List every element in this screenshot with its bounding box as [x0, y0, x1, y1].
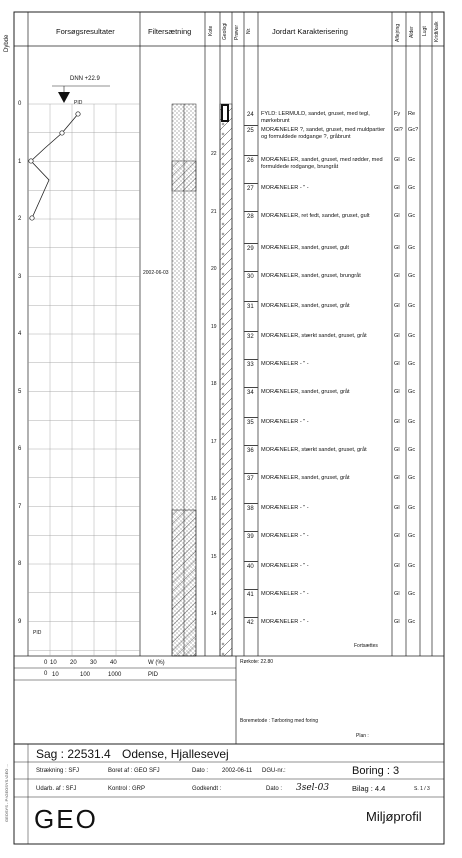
- depth-tick-label: 4: [18, 331, 22, 337]
- kote-tick-label: 20: [211, 266, 217, 272]
- roerkote: Rørkote: 22.80: [240, 659, 274, 665]
- layer-nr: 30: [247, 274, 254, 280]
- layer-nr: 32: [247, 334, 254, 340]
- layer-divider: [244, 211, 258, 212]
- layer-aflejring: Gl: [394, 563, 400, 569]
- layer-divider: [244, 331, 258, 332]
- scale-w-zero: 0: [44, 660, 48, 666]
- layer-divider: [244, 243, 258, 244]
- header-proever: Prøver: [234, 25, 240, 40]
- layer-nr: 42: [247, 620, 254, 626]
- kote-tick-label: 22: [211, 151, 217, 157]
- header-kote: Kote: [208, 25, 214, 36]
- depth-tick-label: 9: [18, 618, 22, 625]
- scale-w-tick: 10: [50, 660, 57, 666]
- layer-nr: 31: [247, 304, 254, 310]
- scale-pid-tick: 1000: [108, 672, 122, 678]
- side-text: GEOSYS - P:\GEOSYS.\GEO ...: [4, 764, 9, 822]
- header-alder: Alder: [409, 26, 415, 38]
- layer-divider: [244, 531, 258, 532]
- scale-w-label: W (%): [148, 660, 165, 666]
- layer-nr: 36: [247, 448, 254, 454]
- footer-signature: 3sel-03: [296, 783, 330, 793]
- header-dybde: Dybde: [4, 34, 10, 52]
- layer-aflejring: Gl: [394, 619, 400, 625]
- layer-description: MORÆNELER - " -: [261, 419, 309, 425]
- layer-aflejring: Gl: [394, 591, 400, 597]
- layer-nr: 26: [247, 158, 254, 164]
- layer-description: MORÆNELER, ret fedt, sandet, gruset, gult: [261, 213, 370, 219]
- footer-dato: 2002-06-11: [222, 768, 253, 774]
- scale-w-tick: 30: [90, 660, 97, 666]
- layer-divider: [244, 387, 258, 388]
- header-lugt: Lugt: [422, 26, 428, 36]
- scale-pid-tick: 10: [52, 672, 59, 678]
- depth-tick-label: 8: [18, 561, 22, 567]
- layer-divider: [244, 417, 258, 418]
- layer-aflejring: Gl: [394, 213, 400, 219]
- layer-nr: 33: [247, 362, 254, 368]
- scale-pid-label: PID: [148, 672, 159, 678]
- layer-alder: Gc: [408, 591, 416, 597]
- layer-alder: Gc: [408, 303, 416, 309]
- layer-divider: [244, 125, 258, 126]
- footer-dgu: DGU-nr.:: [262, 768, 286, 774]
- header-nr: Nr.: [246, 27, 252, 34]
- kote-tick-label: 19: [211, 323, 217, 330]
- layer-description: MORÆNELER - " -: [261, 361, 309, 367]
- kote-tick-label: 18: [211, 381, 217, 387]
- layer-description: MORÆNELER, sandet, gruset, gråt: [261, 389, 350, 395]
- footer-kontrol: Kontrol : GRP: [108, 786, 146, 792]
- footer-bilag: Bilag : 4.4: [352, 784, 386, 793]
- pid-top-label: PID: [74, 100, 83, 106]
- layer-description: MORÆNELER, sandet, gruset, gult: [261, 245, 349, 251]
- layer-description: FYLD: LERMULD, sandet, gruset, med tegl, mørkebrunt: [261, 111, 370, 124]
- layer-aflejring: Gl: [394, 185, 400, 191]
- header-forsoeg: Forsøgsresultater: [56, 27, 115, 36]
- layer-alder: Gc: [408, 419, 416, 425]
- pid-bottom-label: PID: [33, 630, 42, 636]
- layer-description: MORÆNELER, sandet, gruset, brungråt: [261, 273, 361, 279]
- layer-nr: 39: [247, 534, 254, 540]
- depth-tick-label: 3: [18, 273, 22, 280]
- dnn-label: DNN +22.9: [70, 76, 100, 82]
- layer-nr: 38: [247, 506, 254, 512]
- footer-udarb: Udarb. af : SFJ: [36, 786, 77, 792]
- layer-divider: [244, 301, 258, 302]
- depth-tick-label: 7: [18, 503, 22, 510]
- header-jordart: Jordart Karakterisering: [272, 27, 348, 36]
- layer-aflejring: Fy: [394, 111, 401, 117]
- layer-aflejring: Gl?: [394, 127, 403, 133]
- layer-nr: 24: [247, 112, 254, 118]
- filter-date: 2002-06-03: [143, 270, 169, 276]
- layer-alder: Gc: [408, 245, 416, 251]
- plan-label: Plan :: [356, 733, 369, 739]
- depth-tick-label: 0: [18, 101, 22, 107]
- layer-divider: [244, 589, 258, 590]
- layer-alder: Gc: [408, 475, 416, 481]
- layer-aflejring: Gl: [394, 533, 400, 539]
- header-aflejring: Aflejring: [395, 23, 401, 42]
- layer-description: MORÆNELER - " -: [261, 505, 309, 511]
- layer-divider: [244, 183, 258, 184]
- layer-aflejring: Gl: [394, 419, 400, 425]
- layer-description: MORÆNELER, stærkt sandet, gruset, gråt: [261, 447, 367, 453]
- layer-nr: 28: [247, 214, 254, 220]
- layer-alder: Gc: [408, 273, 416, 279]
- layer-nr: 34: [247, 390, 254, 396]
- footer-page: S. 1 / 3: [414, 786, 430, 792]
- layer-aflejring: Gl: [394, 273, 400, 279]
- footer-boring: Boring : 3: [352, 765, 400, 777]
- layer-nr: 27: [247, 186, 254, 192]
- scale-w-tick: 40: [110, 660, 117, 666]
- layer-divider: [244, 271, 258, 272]
- fortsaettes-label: Fortsættes: [354, 643, 378, 649]
- layer-description: MORÆNELER, sandet, gruset, med rødder, med formuldede rodgange, brungråt: [261, 157, 383, 170]
- layer-alder: Gc?: [408, 127, 419, 133]
- footer-boret: Boret af : GEO SFJ: [108, 768, 160, 774]
- scale-pid-tick: 100: [80, 672, 91, 678]
- layer-alder: Re: [408, 111, 416, 117]
- layer-description: MORÆNELER - " -: [261, 185, 309, 191]
- layer-description: MORÆNELER - " -: [261, 563, 309, 569]
- footer-logo: GEO: [34, 804, 98, 834]
- layer-nr: 37: [247, 476, 254, 482]
- footer-site: Odense, Hjallesevej: [122, 747, 229, 761]
- layer-aflejring: Gl: [394, 389, 400, 395]
- layer-nr: 35: [247, 420, 254, 426]
- depth-tick-label: 6: [18, 446, 22, 452]
- layer-alder: Gc: [408, 157, 416, 163]
- layer-alder: Gc: [408, 389, 416, 395]
- layer-alder: Gc: [408, 447, 416, 453]
- layer-aflejring: Gl: [394, 157, 400, 163]
- layer-divider: [244, 473, 258, 474]
- kote-tick-label: 15: [211, 553, 217, 560]
- layer-aflejring: Gl: [394, 245, 400, 251]
- footer-title: Miljøprofil: [366, 809, 422, 824]
- layer-alder: Gc: [408, 185, 416, 191]
- scale-pid-zero: 0: [44, 671, 48, 677]
- layer-description: MORÆNELER ?, sandet, gruset, med muldpartier og formuldede rodgange ?, gråbrunt: [261, 127, 386, 140]
- layer-alder: Gc: [408, 563, 416, 569]
- header-filter: Filtersætning: [148, 27, 192, 36]
- layer-nr: 25: [247, 128, 254, 134]
- layer-divider: [244, 617, 258, 618]
- layer-alder: Gc: [408, 213, 416, 219]
- layer-alder: Gc: [408, 533, 416, 539]
- layer-nr: 40: [247, 564, 254, 570]
- layer-alder: Gc: [408, 505, 416, 511]
- footer-dato2-label: Dato :: [266, 786, 283, 792]
- layer-description: MORÆNELER - " -: [261, 591, 309, 597]
- layer-divider: [244, 561, 258, 562]
- footer-sag: Sag : 22531.4: [36, 747, 111, 761]
- kote-tick-label: 17: [211, 438, 217, 445]
- footer-straekning: Strækning : SFJ: [36, 768, 80, 774]
- layer-description: MORÆNELER, sandet, gruset, gråt: [261, 475, 350, 481]
- layer-description: MORÆNELER, stærkt sandet, gruset, gråt: [261, 333, 367, 339]
- layer-divider: [244, 445, 258, 446]
- layer-divider: [244, 359, 258, 360]
- layer-divider: [244, 503, 258, 504]
- boremetode: Boremetode : Tørboring med foring: [240, 718, 319, 724]
- layer-aflejring: Gl: [394, 333, 400, 339]
- layer-description: MORÆNELER - " -: [261, 619, 309, 625]
- layer-description: MORÆNELER, sandet, gruset, gråt: [261, 303, 350, 309]
- header-geologi: Geologi: [222, 22, 228, 40]
- kote-tick-label: 14: [211, 611, 217, 617]
- layer-divider: [244, 155, 258, 156]
- layer-alder: Gc: [408, 333, 416, 339]
- header-kridt: Kridt/kalk: [434, 21, 440, 42]
- footer-godkendt: Godkendt :: [192, 786, 222, 792]
- layer-aflejring: Gl: [394, 505, 400, 511]
- kote-tick-label: 16: [211, 496, 217, 502]
- scale-w-tick: 20: [70, 660, 77, 666]
- layer-nr: 29: [247, 246, 254, 252]
- layer-aflejring: Gl: [394, 447, 400, 453]
- footer-dato-label: Dato :: [192, 768, 209, 774]
- depth-tick-label: 5: [18, 388, 22, 395]
- layer-alder: Gc: [408, 361, 416, 367]
- layer-description: MORÆNELER - " -: [261, 533, 309, 539]
- layer-aflejring: Gl: [394, 361, 400, 367]
- layer-alder: Gc: [408, 619, 416, 625]
- layer-aflejring: Gl: [394, 475, 400, 481]
- depth-tick-label: 1: [18, 158, 22, 165]
- depth-tick-label: 2: [18, 216, 22, 222]
- layer-aflejring: Gl: [394, 303, 400, 309]
- layer-nr: 41: [247, 592, 254, 598]
- kote-tick-label: 21: [211, 208, 217, 215]
